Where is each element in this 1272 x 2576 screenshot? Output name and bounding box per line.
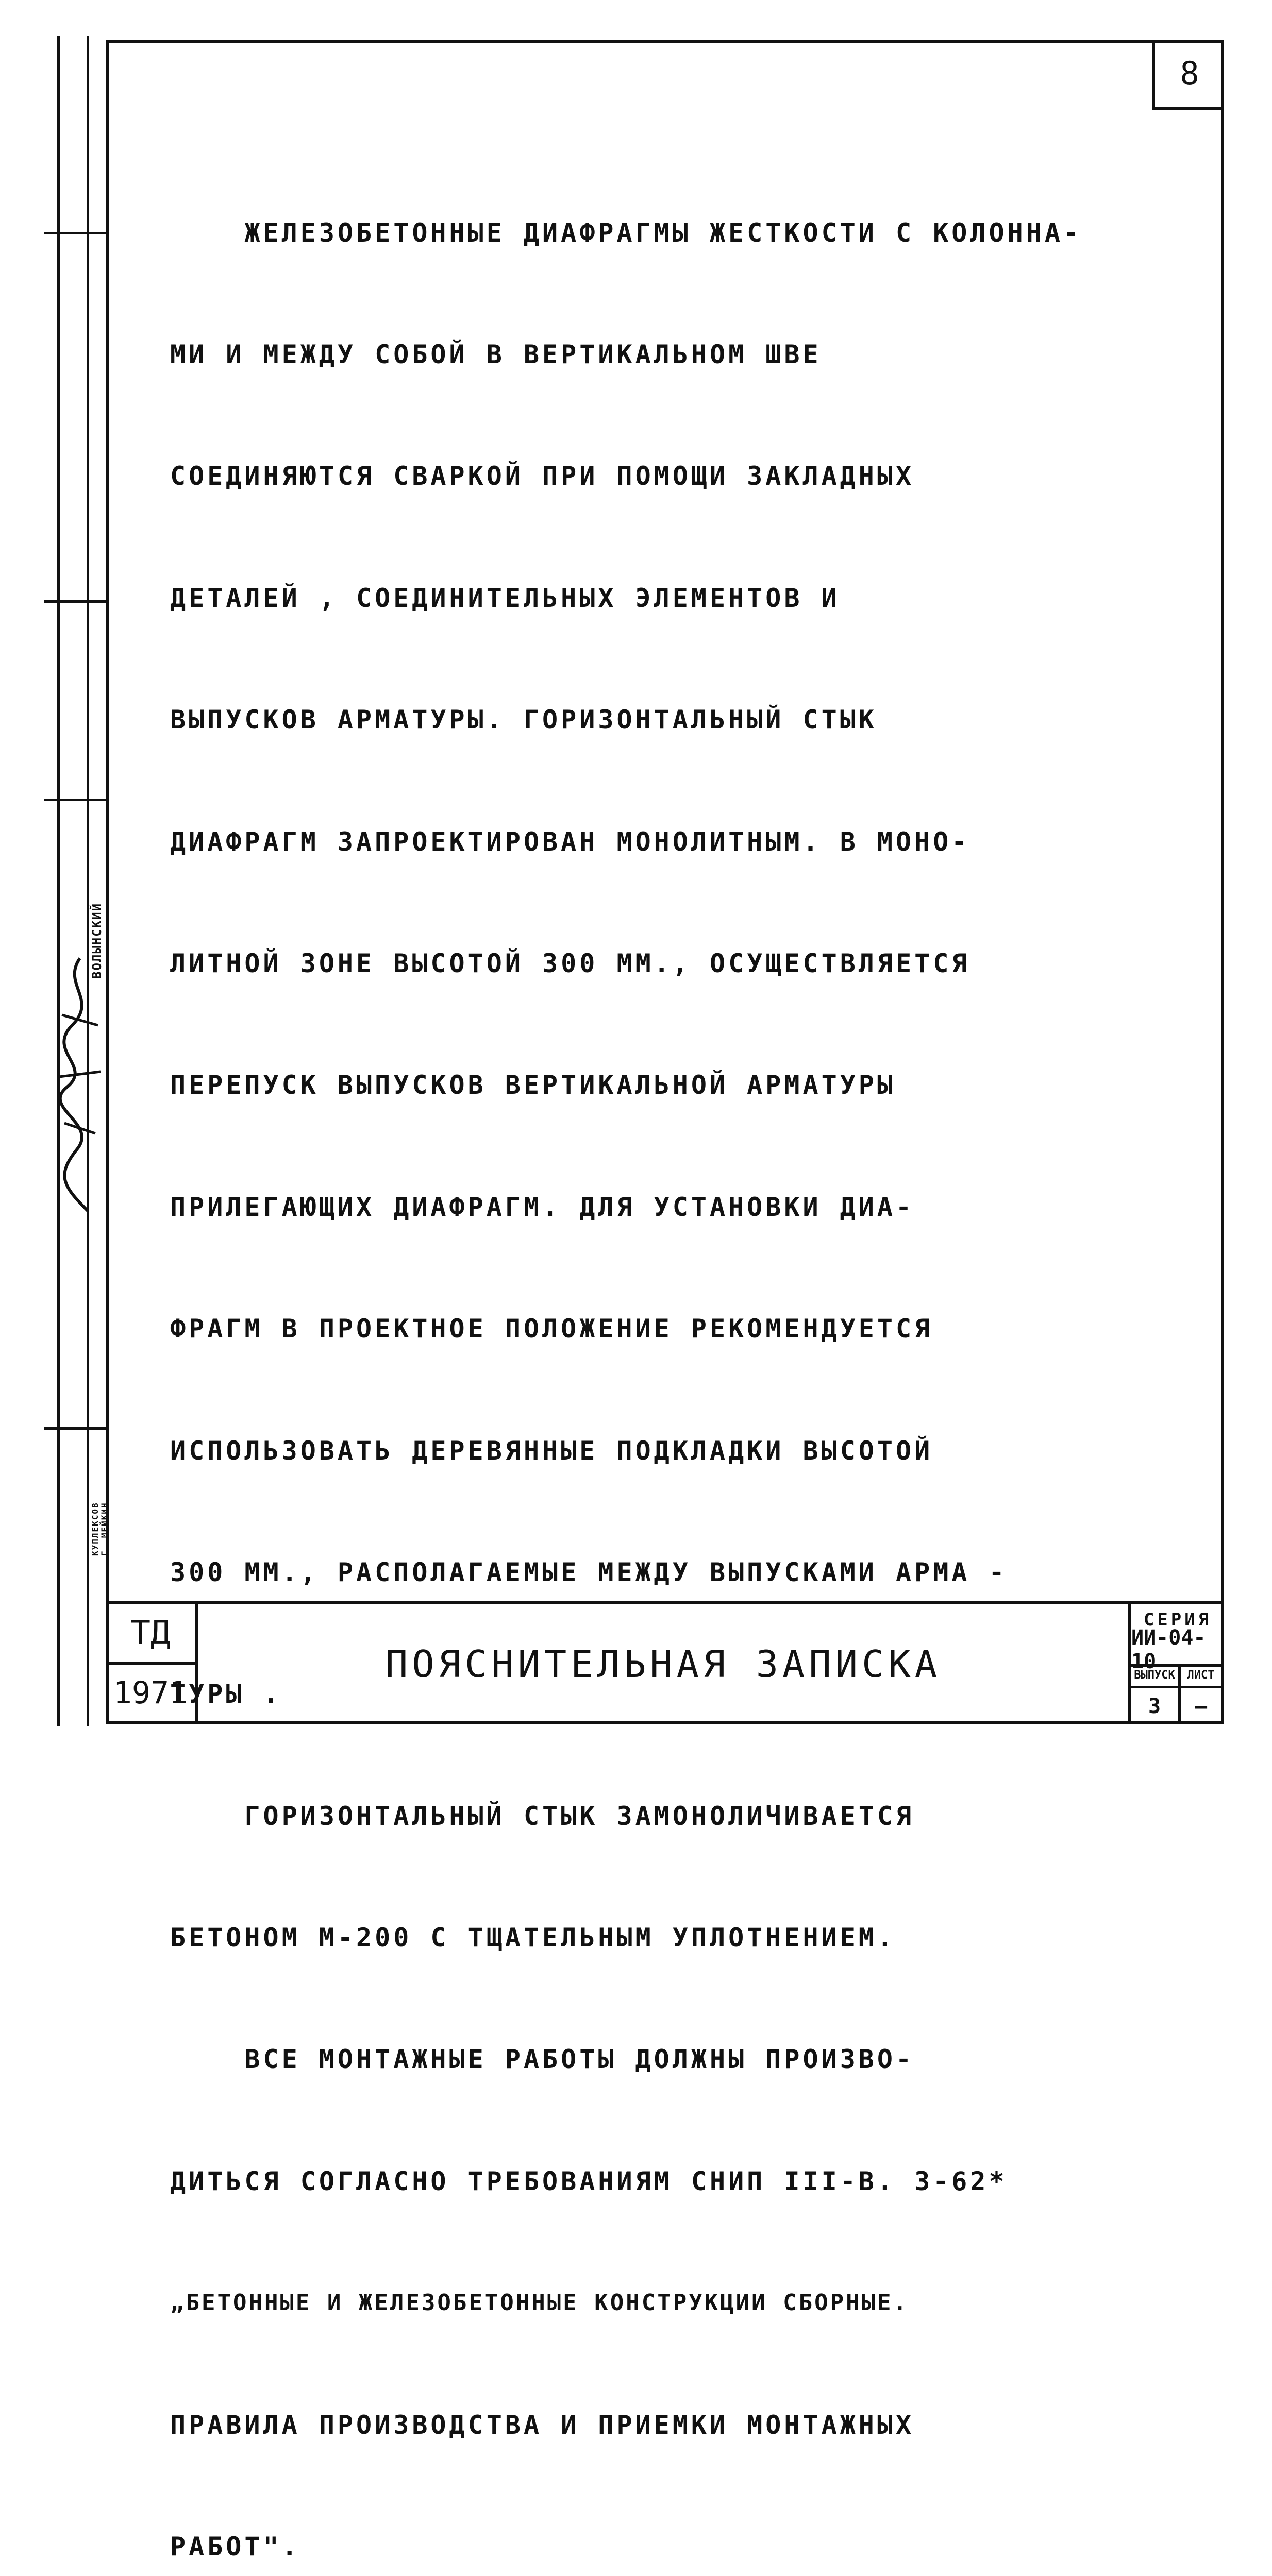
text-line: ИСПОЛЬЗОВАТЬ ДЕРЕВЯННЫЕ ПОДКЛАДКИ ВЫСОТОЙ — [170, 1435, 933, 1466]
text-line: 300 ММ., РАСПОЛАГАЕМЫЕ МЕЖДУ ВЫПУСКАМИ АРМА - — [170, 1557, 1008, 1587]
sheet-cell — [1178, 1664, 1224, 1724]
text-line: ДИТЬСЯ СОГЛАСНО ТРЕБОВАНИЯМ СНИП III-В. 3-62* — [170, 2166, 1008, 2196]
strip-tick — [44, 799, 106, 801]
text-line: ПРИЛЕГАЮЩИХ ДИАФРАГМ. ДЛЯ УСТАНОВКИ ДИА- — [170, 1192, 915, 1222]
document-title: ПОЯСНИТЕЛЬНАЯ ЗАПИСКА — [198, 1604, 1131, 1724]
text-line: „БЕТОННЫЕ И ЖЕЛЕЗОБЕТОННЫЕ КОНСТРУКЦИИ СБОРНЫЕ. — [170, 2290, 909, 2316]
org-year-cell — [106, 1604, 198, 1724]
issue-value: 3 — [1148, 1694, 1161, 1718]
page-number: 8 — [1152, 40, 1224, 110]
left-margin-strip — [57, 36, 109, 1726]
strip-tick — [44, 232, 106, 234]
text-line: БЕТОНОМ М-200 С ТЩАТЕЛЬНЫМ УПЛОТНЕНИЕМ. — [170, 1923, 896, 1953]
text-line: ЛИТНОЙ ЗОНЕ ВЫСОТОЙ 300 ММ., ОСУЩЕСТВЛЯЕТСЯ — [170, 948, 970, 978]
issue-label: ВЫПУСК — [1131, 1664, 1178, 1688]
text-line: РАБОТ". — [170, 2532, 300, 2562]
text-line: ВЫПУСКОВ АРМАТУРЫ. ГОРИЗОНТАЛЬНЫЙ СТЫК — [170, 705, 877, 735]
text-line: СОЕДИНЯЮТСЯ СВАРКОЙ ПРИ ПОМОЩИ ЗАКЛАДНЫХ — [170, 461, 915, 492]
strip-label-names: КУПЛЕКСОВ Г. МЕЙКИН — [90, 1502, 109, 1556]
sheet-value: — — [1194, 1694, 1208, 1718]
sheet-label: ЛИСТ — [1178, 1664, 1224, 1688]
strip-label-surname: ВОЛЫНСКИЙ — [90, 902, 104, 979]
explanatory-note-body — [170, 131, 1196, 2576]
text-line: ДЕТАЛЕЙ , СОЕДИНИТЕЛЬНЫХ ЭЛЕМЕНТОВ И — [170, 583, 840, 613]
text-line: ТУРЫ . — [170, 1679, 282, 1709]
text-line: ГОРИЗОНТАЛЬНЫЙ СТЫК ЗАМОНОЛИЧИВАЕТСЯ — [170, 1801, 915, 1831]
text-line: ПЕРЕПУСК ВЫПУСКОВ ВЕРТИКАЛЬНОЙ АРМАТУРЫ — [170, 1070, 896, 1100]
strip-tick — [44, 600, 106, 603]
text-line: ЖЕЛЕЗОБЕТОННЫЕ ДИАФРАГМЫ ЖЕСТКОСТИ С КОЛОННА- — [170, 217, 1082, 248]
strip-divider-line — [87, 36, 89, 1726]
series-value: ИИ-04-10 — [1131, 1635, 1224, 1667]
strip-tick — [44, 1427, 106, 1430]
signature-scribble — [52, 953, 108, 1221]
series-cell — [1131, 1604, 1224, 1724]
text-line: ВСЕ МОНТАЖНЫЕ РАБОТЫ ДОЛЖНЫ ПРОИЗВО- — [170, 2044, 915, 2075]
text-line: ФРАГМ В ПРОЕКТНОЕ ПОЛОЖЕНИЕ РЕКОМЕНДУЕТСЯ — [170, 1314, 933, 1344]
org-code: ТД — [106, 1604, 195, 1665]
series-label: СЕРИЯ — [1143, 1609, 1212, 1630]
title-block — [106, 1601, 1224, 1724]
text-line: МИ И МЕЖДУ СОБОЙ В ВЕРТИКАЛЬНОМ ШВЕ — [170, 339, 822, 369]
year: 1971 — [113, 1675, 188, 1711]
text-line: ДИАФРАГМ ЗАПРОЕКТИРОВАН МОНОЛИТНЫМ. В МОНО- — [170, 826, 970, 857]
issue-cell — [1131, 1664, 1181, 1724]
text-line: ПРАВИЛА ПРОИЗВОДСТВА И ПРИЕМКИ МОНТАЖНЫХ — [170, 2410, 915, 2440]
